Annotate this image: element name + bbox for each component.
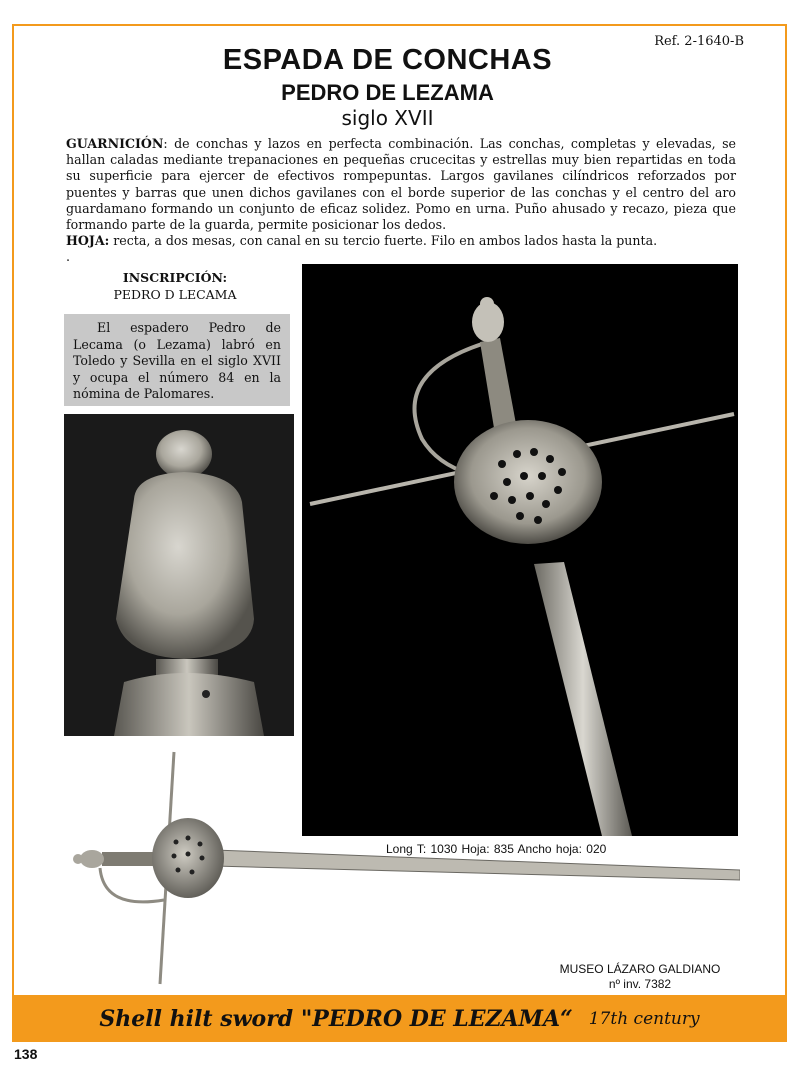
banner-title: Shell hilt sword "PEDRO DE LEZAMA“ xyxy=(99,1005,573,1032)
inventory-number: nº inv. 7382 xyxy=(608,977,672,991)
banner-century: 17th century xyxy=(588,1008,700,1029)
century: siglo XVII xyxy=(341,106,434,130)
inscription-label: INSCRIPCIÓN: xyxy=(122,270,228,285)
guarnicion-text: : de conchas y lazos en perfecta combinación. Las conchas, completas y elevadas, se hallan caladas mediante trepanaciones en pequeñas crucecitas y estrellas muy bien repartidas en toda su superficie para ejercer de efectivos rompepuntas. Largos gavilanes cilíndricos reforzados por puentes y barras que unen dichos gavilanes con el borde superior de las conchas y el centro del aro guardamano formando un conjunto de eficaz solidez. Pomo en urna. Puño ahusado y recazo, pieza que formando parte de la guarda, permite posicionar los dedos. xyxy=(66,136,736,233)
hoja-text: recta, a dos mesas, con canal en su tercio fuerte. Filo en ambos lados hasta la punta. xyxy=(109,233,658,249)
pommel-closeup-photo xyxy=(64,414,294,736)
inscription xyxy=(66,269,284,303)
full-sword-photo xyxy=(64,750,740,990)
page-number: 138 xyxy=(14,1046,38,1062)
hoja-label: HOJA: xyxy=(66,233,110,249)
guarnicion-label: GUARNICIÓN xyxy=(66,136,164,151)
english-title-banner xyxy=(12,995,787,1042)
museum-credit xyxy=(540,962,740,992)
stray-dot: . xyxy=(66,249,71,265)
page-title: ESPADA DE CONCHAS xyxy=(222,44,553,76)
maker-note: El espadero Pedro de Lecama (o Lezama) labró en Toledo y Sevilla en el siglo XVII y ocupa el número 84 en la nómina de Palomares. xyxy=(64,314,290,406)
reference-number: Ref. 2-1640-B xyxy=(654,34,744,49)
inscription-text: PEDRO D LECAMA xyxy=(113,287,237,302)
description xyxy=(66,136,736,266)
maker-name: PEDRO DE LEZAMA xyxy=(281,80,494,105)
dimensions: Long T: 1030 Hoja: 835 Ancho hoja: 020 xyxy=(386,842,607,856)
museum-name: MUSEO LÁZARO GALDIANO xyxy=(559,962,721,976)
